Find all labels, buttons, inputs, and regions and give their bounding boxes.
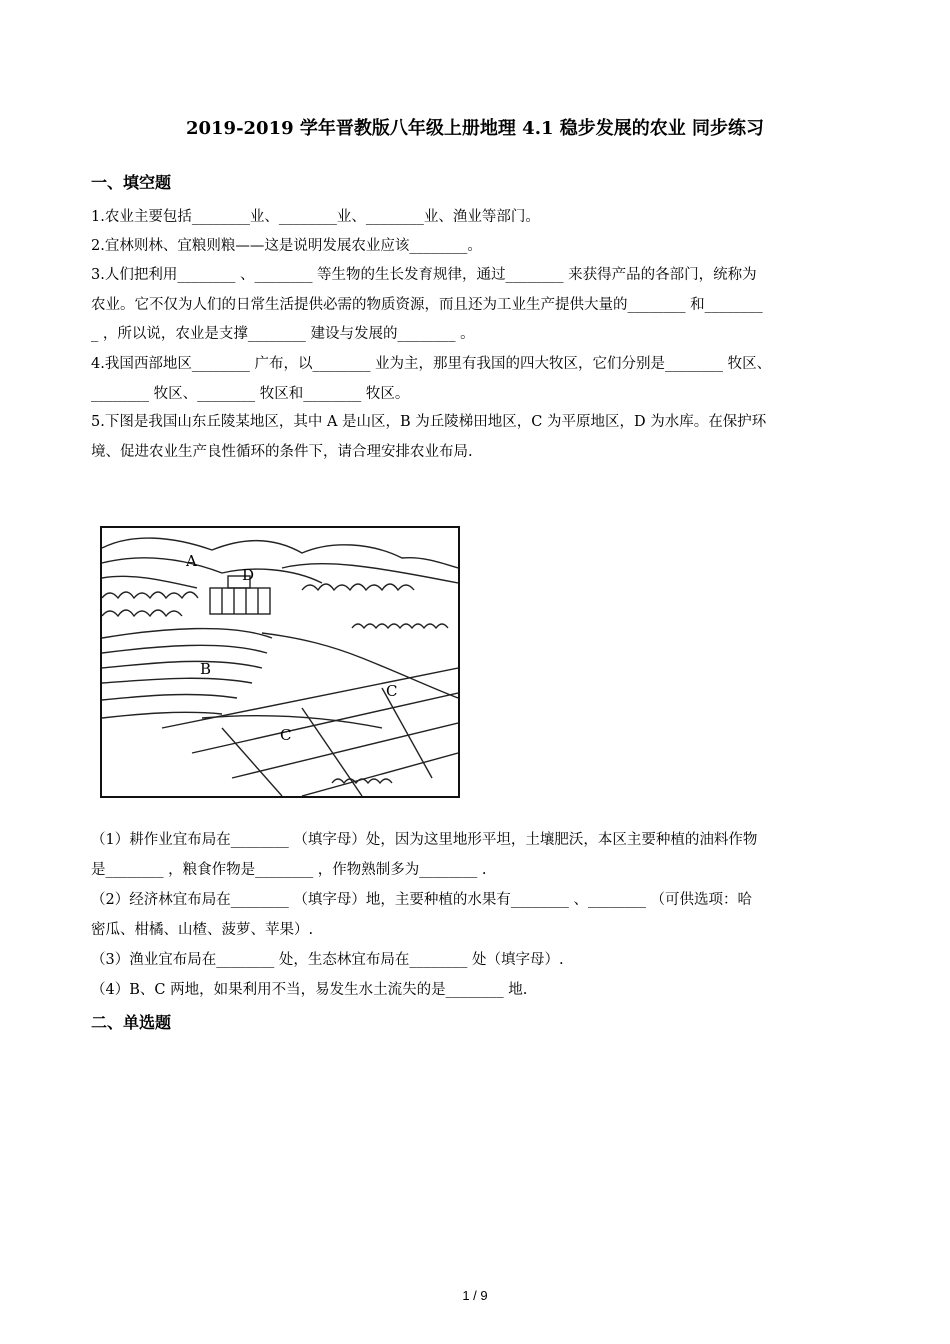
question-4-line-1: 4.我国西部地区________ 广布，以________ 业为主，那里有我国的四大牧区，它们分别是________ 牧区、	[91, 356, 772, 372]
figure-label-a: A	[186, 552, 197, 570]
sub-question-1-line-1: （1）耕作业宜布局在________ （填字母）处，因为这里地形平坦，土壤肥沃，本区主要种植的油料作物	[91, 832, 758, 848]
figure-label-d: D	[242, 566, 255, 584]
sub-question-2	[91, 886, 866, 945]
figure-label-c-right: C	[386, 682, 398, 700]
question-2: 2.宜林则林、宜粮则粮——这是说明发展农业应该________。	[91, 238, 482, 254]
question-4-line-2: ________ 牧区、________ 牧区和________ 牧区。	[91, 385, 410, 402]
figure-label-b: B	[200, 660, 212, 678]
sub-question-4: （4）B、C 两地，如果利用不当，易发生水土流失的是________ 地.	[91, 982, 528, 998]
figure-label-c-left: C	[280, 726, 292, 744]
question-3-line-3: _ ，所以说，农业是支撑________ 建设与发展的________ 。	[91, 326, 475, 342]
sub-question-2-line-2: 密瓜、柑橘、山楂、菠萝、苹果）.	[91, 921, 314, 938]
question-5-line-2: 境、促进农业生产良性循环的条件下，请合理安排农业布局.	[91, 443, 473, 460]
sub-question-1-line-2: 是________ ，粮食作物是________ ，作物熟制多为________ .	[91, 861, 487, 878]
question-4	[91, 350, 866, 409]
landscape-sketch	[102, 528, 458, 796]
landscape-figure	[100, 526, 460, 798]
question-5	[91, 408, 866, 467]
sub-question-1	[91, 826, 866, 885]
page-number: 1 / 9	[462, 1288, 488, 1303]
section-heading-single-choice: 二、单选题	[91, 1013, 172, 1032]
sub-question-3: （3）渔业宜布局在________ 处，生态林宜布局在________ 处（填字母）.	[91, 952, 564, 968]
question-3-line-1: 3.人们把利用________ 、________ 等生物的生长发育规律，通过________ 来获得产品的各部门，统称为	[91, 267, 757, 283]
sub-question-2-line-1: （2）经济林宜布局在________ （填字母）地，主要种植的水果有________ 、________ （可供选项：哈	[91, 892, 753, 908]
section-heading-fill-blank: 一、填空题	[91, 173, 172, 192]
document-title: 2019-2019 学年晋教版八年级上册地理 4.1 稳步发展的农业 同步练习	[185, 118, 765, 139]
question-5-line-1: 5.下图是我国山东丘陵某地区，其中 A 是山区，B 为丘陵梯田地区，C 为平原地区，D 为水库。在保护环	[91, 414, 767, 430]
question-3	[91, 261, 866, 350]
question-3-line-2: 农业。它不仅为人们的日常生活提供必需的物质资源，而且还为工业生产提供大量的________ 和________	[91, 296, 763, 313]
question-1: 1.农业主要包括________业、________业、________业、渔业等部门。	[91, 209, 540, 225]
